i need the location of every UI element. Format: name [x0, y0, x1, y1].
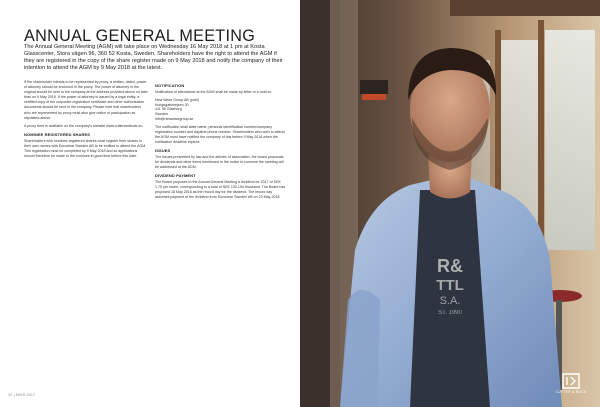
dividend-heading: DIVIDEND PAYMENT — [155, 173, 196, 179]
left-column — [24, 80, 148, 162]
brand-logo — [553, 373, 589, 394]
address-line: 411 96 Göteborg — [155, 107, 182, 112]
issues-heading: ISSUES — [155, 148, 171, 154]
lamp-light — [362, 94, 386, 100]
address-line: Sweden — [155, 112, 168, 117]
brand-name: CUTTER & BUCK — [555, 390, 587, 394]
shirt-print-line4: ST. 1990 — [438, 310, 462, 316]
page-title: ANNUAL GENERAL MEETING — [24, 27, 256, 45]
address-line: New Wave Group AB (publ) — [155, 97, 200, 102]
ceiling-beam — [450, 0, 600, 16]
notification-heading: NOTIFICATION — [155, 83, 185, 88]
dividend-text: The Board proposes to the Annual General Meeting a dividend for 2017 of SEK 1.75 per share, corresponding to a total of SEK 132.194 thousand. The Board has proposed 18 May 2018 as the record day for the dividend. The record day assumes payment of the dividend from Euroclear Sweden AB on 23 May 2018. — [155, 179, 286, 200]
proxy-form-paragraph: A proxy form is available on the company's website www.cutterandbuck.eu. — [24, 123, 144, 128]
right-column — [155, 80, 286, 203]
man-photo — [300, 0, 600, 407]
address-line: Kungsgatsmejsen 30 — [155, 102, 189, 107]
photo-page — [300, 0, 600, 407]
nominee-paragraph: Shareholders with nominee-registered shares must register their shares in their own names with Euroclear Sweden AB to be entitled to attend the AGM. This registration must be completed by 9 May 2018 and so applications should therefore be made to the nominee in good time before this date. — [24, 138, 147, 158]
nominee-heading: NOMINEE REGISTERED SHARES — [24, 131, 91, 137]
address-block — [155, 98, 286, 122]
proxy-paragraph: If the shareholder intends to be represented by proxy, a written, dated, power of attorney should be enclosed in the proxy. The power of attorney in the original should be sent to the company at the address provided above no later than on 9 May 2018. If the power of attorney is issued by a legal entity, a certified copy of the corporate registration certificate and other authorisation documents should be sent to the company. Please note that shareholders who are represented by proxy must also give notice of participation as stipulated above. — [24, 80, 148, 120]
shirt-print-line2: TTL — [436, 277, 464, 294]
window — [545, 30, 595, 250]
page-footer: 30 | MWS 2017 — [8, 393, 36, 397]
email-link[interactable]: info@newwavegroup.se — [155, 117, 194, 122]
intro-paragraph: The Annual General Meeting (AGM) will take place on Wednesday 16 May 2018 at 1 pm at Kosta Glasscenter, Stora vägen 96, 360 52 Kosta, Sweden. Shareholders have the right to attend the AGM if they are registered in the copy of the share register made on 9 May 2018 and notify the company of their intention to attend the AGM by 9 May 2018 at the latest. — [24, 44, 283, 72]
notification-details: The notification shall state name, personal identification number/company registration number and daytime phone number. Shareholders who wish to attend the AGM must have notified the company of this before 9 May 2018 when the notification deadline expires. — [155, 124, 285, 145]
brand-mark-icon — [562, 373, 580, 389]
shirt-print-line3: S.A. — [439, 295, 461, 307]
issues-text: The issues prescribed by law and the articles of association, the board proposals for dividends and other items mentioned in the notice to convene the meeting will be addressed at the AGM. — [155, 155, 284, 170]
notification-text: Notification of attendance at the AGM shall be made by letter or e-mail to: — [155, 89, 272, 94]
lamp — [360, 80, 388, 94]
shirt-print-line1: R& — [437, 256, 463, 276]
